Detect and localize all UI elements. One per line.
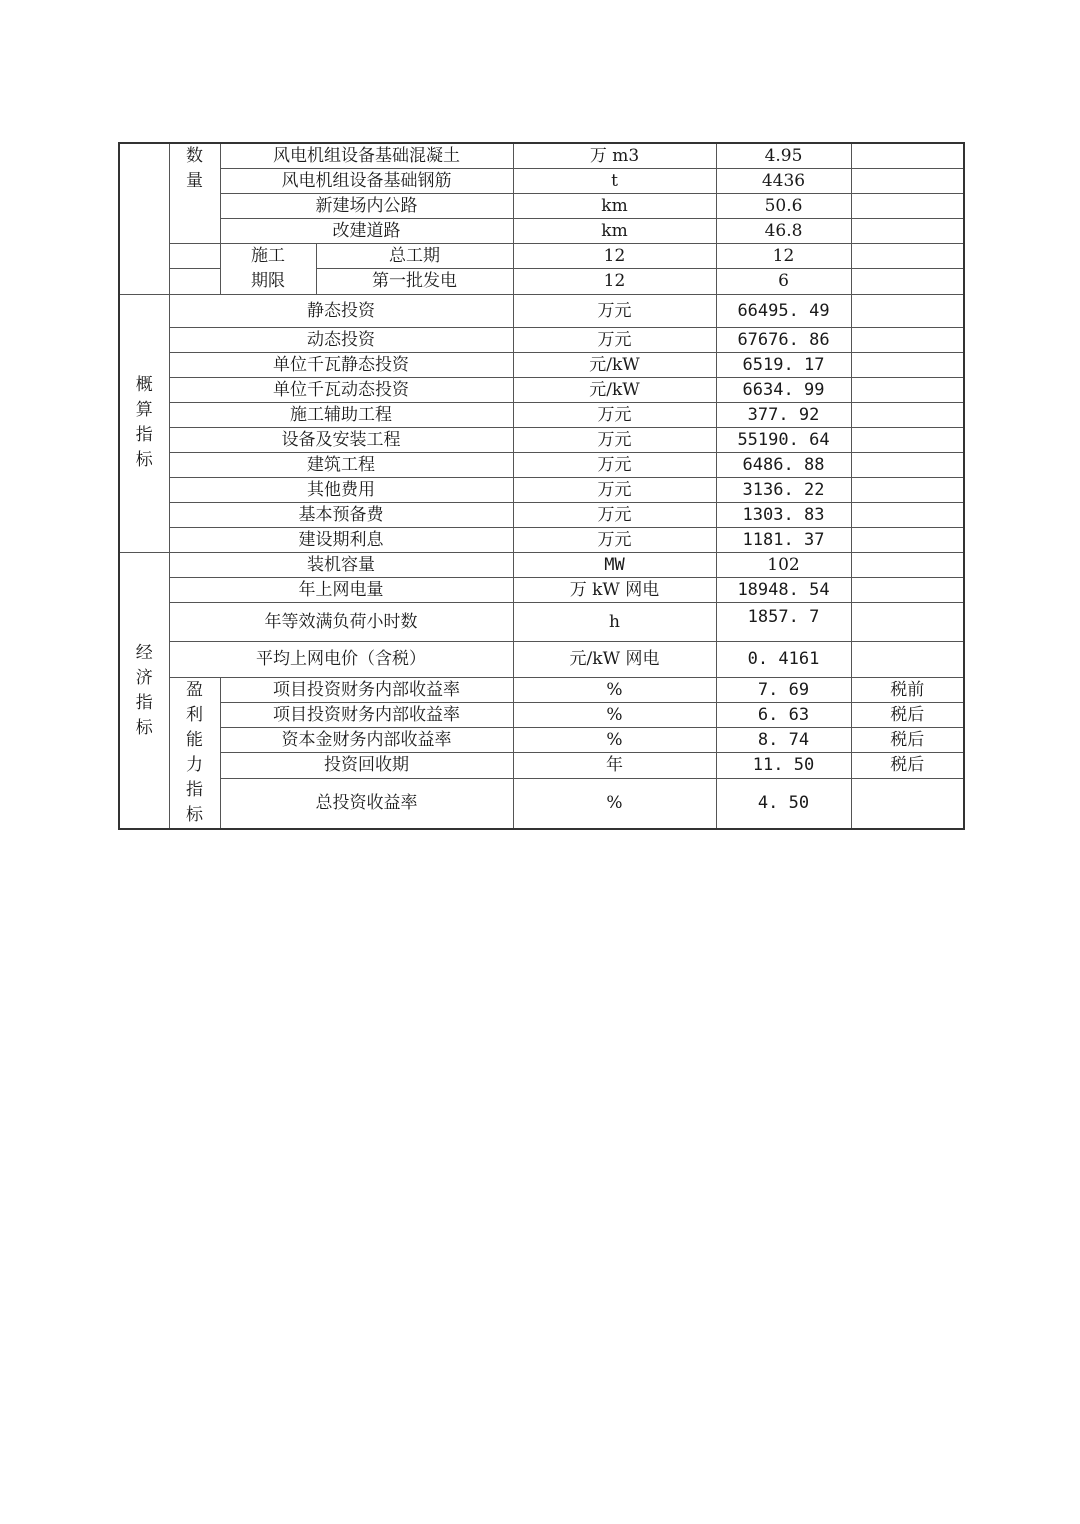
row-note: 税前 [851,677,964,702]
section-char: 指 [186,779,203,800]
row-label: 项目投资财务内部收益率 [220,702,513,727]
row-value: 7. 69 [716,677,851,702]
row-label: 动态投资 [169,327,513,352]
row-label: 风电机组设备基础钢筋 [220,168,513,193]
section-char: 指 [135,425,153,445]
row-unit: % [513,677,716,702]
table-row [119,602,964,641]
row-label: 年上网电量 [169,577,513,602]
row-note [851,778,964,829]
row-value: 6486. 88 [716,452,851,477]
row-value: 8. 74 [716,728,851,753]
row-unit: 元/kW 网电 [513,641,716,677]
row-note [851,294,964,327]
row-label: 总工期 [316,243,513,269]
spacer-cell [169,243,220,269]
row-value: 18948. 54 [716,577,851,602]
row-value: 0. 4161 [716,641,851,677]
section-label-yingli [169,677,220,829]
row-label: 设备及安装工程 [169,427,513,452]
table-row [119,327,964,352]
section-char: 指 [135,692,153,713]
section-char: 期限 [251,270,285,291]
row-note [851,269,964,295]
row-unit: MW [513,552,716,577]
row-label: 其他费用 [169,477,513,502]
table-row [119,452,964,477]
section-label-shuliang [169,143,220,243]
section-char: 盈 [186,679,203,700]
table-row [119,427,964,452]
row-note [851,168,964,193]
row-note [851,602,964,641]
row-value: 66495. 49 [716,294,851,327]
row-note [851,143,964,168]
section-char: 算 [135,400,153,420]
row-unit: t [513,168,716,193]
row-note [851,452,964,477]
row-note [851,243,964,269]
row-label: 单位千瓦动态投资 [169,377,513,402]
row-value: 3136. 22 [716,477,851,502]
table-row [119,677,964,702]
row-unit: 万元 [513,502,716,527]
row-label: 静态投资 [169,294,513,327]
row-note: 税后 [851,728,964,753]
row-unit: 年 [513,753,716,778]
section-char: 标 [135,717,153,738]
table-row [119,552,964,577]
section-char: 力 [186,754,203,775]
row-note [851,641,964,677]
row-value: 55190. 64 [716,427,851,452]
row-unit: 万元 [513,427,716,452]
row-label: 平均上网电价（含税） [169,641,513,677]
row-note [851,552,964,577]
row-value: 11. 50 [716,753,851,778]
row-note: 税后 [851,702,964,727]
table-row [119,218,964,243]
table-row [119,753,964,778]
row-label: 建设期利息 [169,527,513,552]
row-label: 基本预备费 [169,502,513,527]
row-value: 12 [716,243,851,269]
indicator-table [118,142,965,830]
table-row [119,778,964,829]
row-unit: 万元 [513,402,716,427]
row-note [851,577,964,602]
section-char: 标 [186,804,203,825]
row-value: 377. 92 [716,402,851,427]
row-unit: 万 m3 [513,143,716,168]
row-value: 6519. 17 [716,352,851,377]
row-unit: % [513,728,716,753]
row-unit: 万 kW 网电 [513,577,716,602]
table-row [119,728,964,753]
section-char: 量 [186,171,203,191]
table-row [119,243,964,269]
row-label: 施工辅助工程 [169,402,513,427]
section-char: 数 [186,146,203,166]
row-label: 第一批发电 [316,269,513,295]
row-value: 1857. 7 [716,602,851,641]
row-note [851,377,964,402]
row-note [851,527,964,552]
table-row [119,193,964,218]
row-label: 风电机组设备基础混凝土 [220,143,513,168]
section-char: 能 [186,729,203,750]
row-value: 50.6 [716,193,851,218]
table-row [119,641,964,677]
spacer-cell [169,269,220,295]
table-row [119,168,964,193]
table-row [119,377,964,402]
table-row [119,294,964,327]
row-value: 46.8 [716,218,851,243]
section-char: 利 [186,704,203,725]
row-label: 资本金财务内部收益率 [220,728,513,753]
row-unit: 12 [513,243,716,269]
row-unit: h [513,602,716,641]
row-unit: % [513,702,716,727]
row-value: 6634. 99 [716,377,851,402]
row-note [851,218,964,243]
section-char: 标 [135,450,153,470]
section-char: 施工 [251,245,285,266]
row-note [851,502,964,527]
row-unit: % [513,778,716,829]
row-unit: km [513,193,716,218]
row-unit: 12 [513,269,716,295]
row-value: 1303. 83 [716,502,851,527]
row-label: 年等效满负荷小时数 [169,602,513,641]
row-unit: 万元 [513,294,716,327]
table-row [119,143,964,168]
table-row [119,402,964,427]
row-note [851,402,964,427]
section-label-gaisuan [119,294,169,552]
table-row [119,352,964,377]
row-label: 单位千瓦静态投资 [169,352,513,377]
table-row [119,702,964,727]
table-row [119,477,964,502]
row-unit: 元/kW [513,377,716,402]
row-note [851,352,964,377]
row-value: 4436 [716,168,851,193]
table-row [119,502,964,527]
row-note [851,327,964,352]
row-label: 建筑工程 [169,452,513,477]
section-char: 经 [135,642,153,663]
row-value: 102 [716,552,851,577]
row-value: 67676. 86 [716,327,851,352]
table-row [119,577,964,602]
row-unit: km [513,218,716,243]
row-note: 税后 [851,753,964,778]
row-label: 装机容量 [169,552,513,577]
row-value: 4. 50 [716,778,851,829]
row-note [851,477,964,502]
section-label-jingji [119,552,169,829]
row-label: 改建道路 [220,218,513,243]
row-unit: 万元 [513,477,716,502]
row-label: 项目投资财务内部收益率 [220,677,513,702]
row-unit: 万元 [513,527,716,552]
row-unit: 万元 [513,327,716,352]
section-label-shigong [220,243,316,294]
section-char: 概 [135,375,153,395]
row-label: 新建场内公路 [220,193,513,218]
row-note [851,427,964,452]
row-value: 6 [716,269,851,295]
table-row [119,527,964,552]
row-note [851,193,964,218]
section-blank-cell [119,143,169,294]
section-char: 济 [135,667,153,688]
row-label: 总投资收益率 [220,778,513,829]
row-value: 6. 63 [716,702,851,727]
row-value: 1181. 37 [716,527,851,552]
row-unit: 万元 [513,452,716,477]
row-value: 4.95 [716,143,851,168]
row-label: 投资回收期 [220,753,513,778]
row-unit: 元/kW [513,352,716,377]
